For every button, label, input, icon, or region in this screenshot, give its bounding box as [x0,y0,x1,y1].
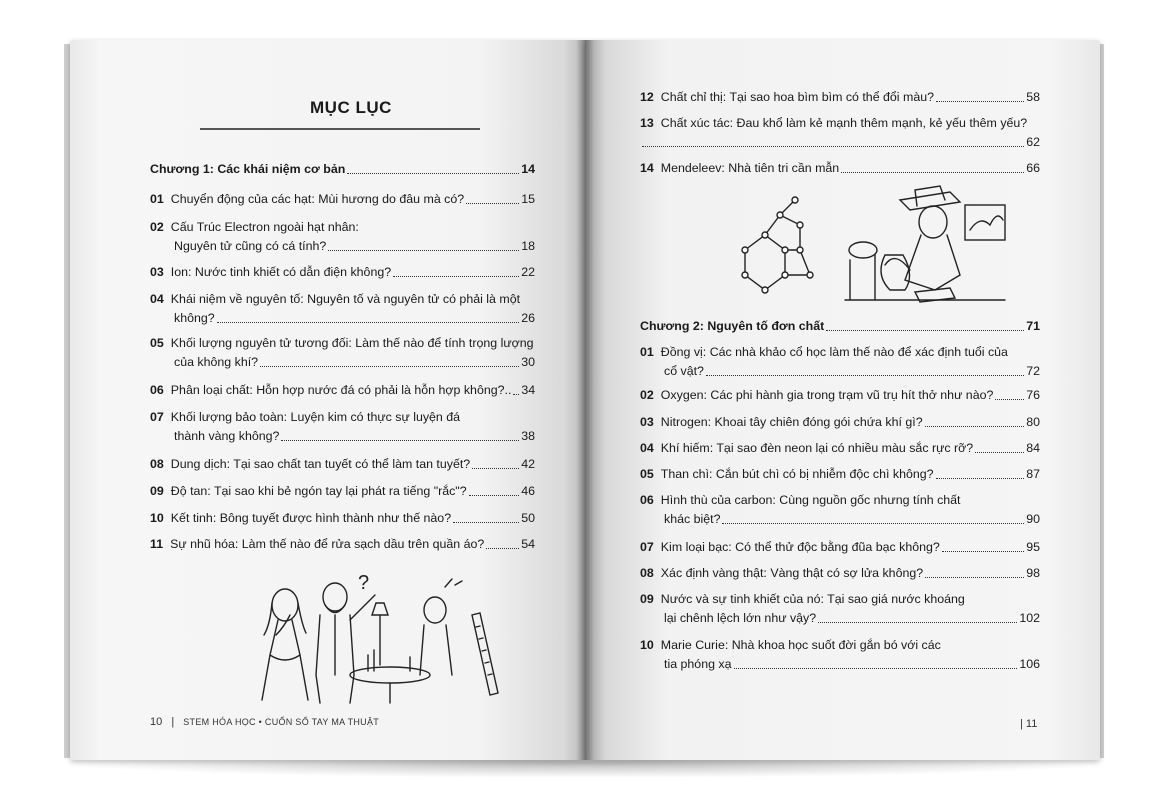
toc-entry: 11 Sự nhũ hóa: Làm thế nào để rửa sạch dầu trên quần áo? 54 [150,537,535,551]
toc-entry: 13 Chất xúc tác: Đau khổ làm kẻ mạnh thêm mạnh, kẻ yếu thêm yếu? 62 [640,116,1040,149]
book-spine [576,40,594,760]
toc-entry: 01 Chuyển động của các hạt: Mùi hương do đâu mà có? 15 [150,192,535,206]
toc-title: MỤC LỤC [310,98,392,117]
toc-entry: 02 Cấu Trúc Electron ngoài hạt nhân: Nguyên tử cũng có cá tính? 18 [150,220,535,253]
toc-entry: 03 Nitrogen: Khoai tây chiên đóng gói chứa khí gì? 80 [640,415,1040,429]
toc-entry: 05 Than chì: Cắn bút chì có bị nhiễm độc chì không? 87 [640,467,1040,481]
svg-text:?: ? [358,575,370,594]
toc-entry: 09 Độ tan: Tại sao khi bẻ ngón tay lại phát ra tiếng "rắc"? 46 [150,484,535,498]
toc-entry: 06 Hình thù của carbon: Cùng nguồn gốc nhưng tính chất khác biệt? 90 [640,493,1040,526]
toc-entry: 10 Kết tinh: Bông tuyết được hình thành như thế nào? 50 [150,511,535,525]
toc-entry: 08 Xác định vàng thật: Vàng thật có sợ lửa không? 98 [640,566,1040,580]
toc-entry: 03 Ion: Nước tinh khiết có dẫn điện không? 22 [150,265,535,279]
chapter-1-heading: Chương 1: Các khái niệm cơ bản 14 [150,162,535,176]
toc-entry: 08 Dung dịch: Tại sao chất tan tuyết có thể làm tan tuyết? 42 [150,457,535,471]
toc-entry: 12 Chất chỉ thị: Tại sao hoa bìm bìm có thể đổi màu? 58 [640,90,1040,104]
chapter-2-heading: Chương 2: Nguyên tố đơn chất 71 [640,319,1040,333]
left-page [70,40,585,760]
toc-entry: 05 Khối lượng nguyên tử tương đối: Làm thế nào để tính trọng lượng của không khí? 30 [150,336,535,369]
toc-entry: 07 Kim loại bạc: Có thể thử độc bằng đũa bạc không? 95 [640,540,1040,554]
series-name: STEM HÓA HỌC • CUỐN SỔ TAY MA THUẬT [183,717,380,727]
toc-entry: 04 Khí hiếm: Tại sao đèn neon lại có nhiều màu sắc rực rỡ? 84 [640,441,1040,455]
toc-entry: 06 Phân loại chất: Hỗn hợp nước đá có phải là hỗn hợp không?.. 34 [150,383,536,397]
molecule-icon [742,197,813,293]
open-book [70,40,1100,770]
toc-entry: 10 Marie Curie: Nhà khoa học suốt đời gắn bó với các tia phóng xạ 106 [640,638,1040,671]
left-page-number: 10 [150,716,163,728]
right-footer: | 11 [1020,718,1038,730]
toc-entry: 07 Khối lượng bảo toàn: Luyện kim có thực sự luyện đá thành vàng không? 38 [150,410,535,443]
toc-entry: 01 Đồng vị: Các nhà khảo cổ học làm thế nào để xác định tuổi của cổ vật? 72 [640,345,1040,378]
mendeleev-illustration [735,180,1015,315]
toc-entry: 04 Khái niệm về nguyên tố: Nguyên tố và nguyên tử có phải là một không? 26 [150,292,535,325]
characters-illustration [240,575,500,705]
title-underline [200,128,480,130]
right-page-number: 11 [1025,718,1038,730]
left-footer: 10 | STEM HÓA HỌC • CUỐN SỔ TAY MA THUẬT [150,716,380,728]
toc-entry: 14 Mendeleev: Nhà tiên tri cần mẫn 66 [640,161,1040,175]
toc-entry: 09 Nước và sự tinh khiết của nó: Tại sao giá nước khoáng lại chênh lệch lớn như vậy? 102 [640,592,1040,625]
toc-entry: 02 Oxygen: Các phi hành gia trong trạm vũ trụ hít thở như nào? 76 [640,388,1040,402]
right-page [585,40,1100,760]
